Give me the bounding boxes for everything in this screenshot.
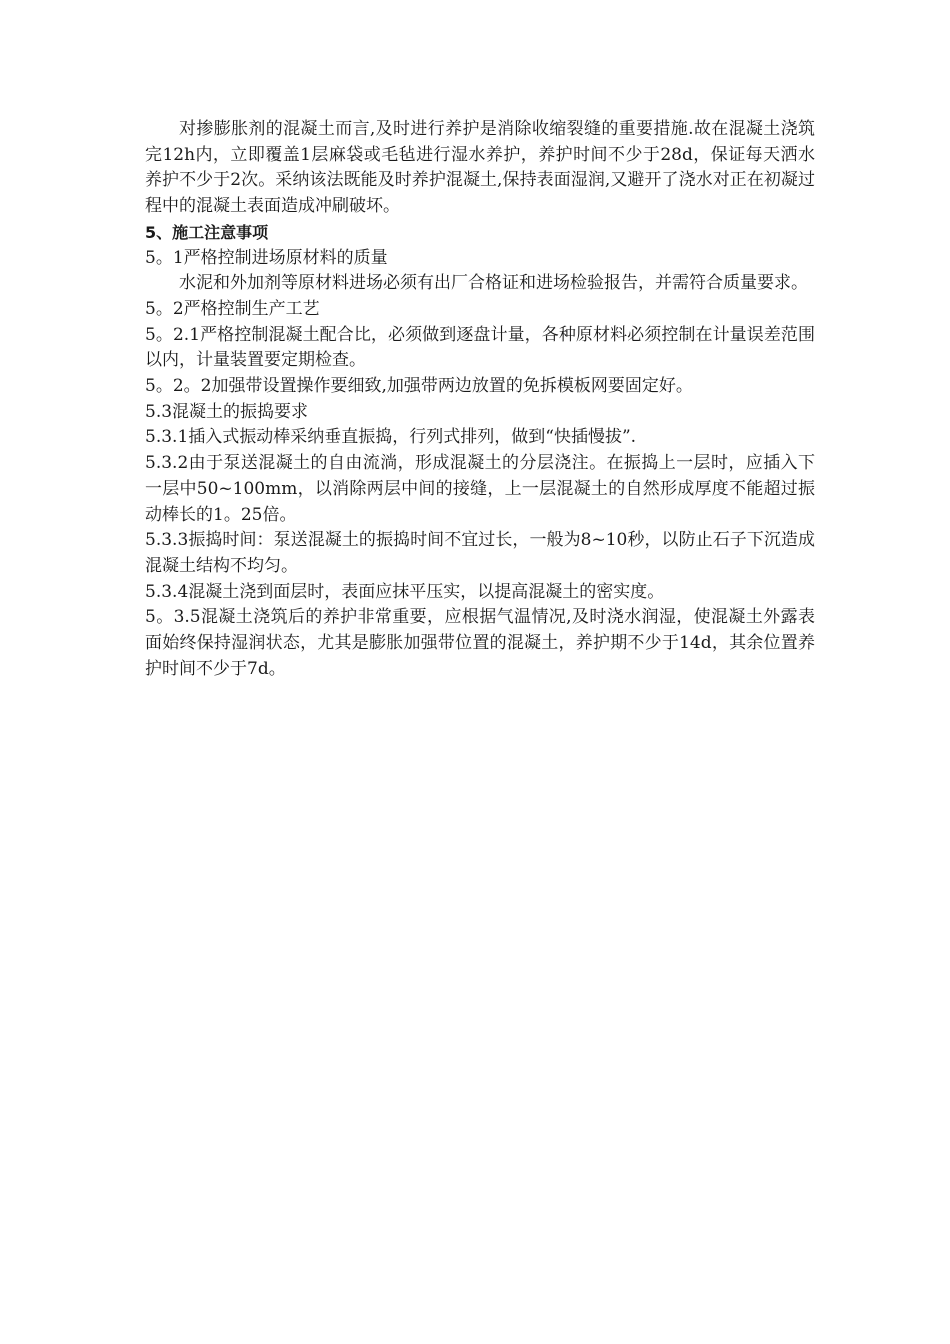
subsection-5-1-title: 5。1严格控制进场原材料的质量 xyxy=(145,247,388,268)
item-5-3-5: 5。3.5混凝土浇筑后的养护非常重要，应根据气温情况,及时浇水润湿，使混凝土外露表面始终保持湿润状态，尤其是膨胀加强带位置的混凝土，养护期不少于14d，其余位置养护时间不少于7d。 xyxy=(145,607,815,679)
item-5-3-4: 5.3.4混凝土浇到面层时，表面应抹平压实，以提高混凝土的密实度。 xyxy=(145,581,665,602)
item-5-3-2: 5.3.2由于泵送混凝土的自由流淌，形成混凝土的分层浇注。在振捣上一层时，应插入下一层中50~100mm，以消除两层中间的接缝，上一层混凝土的自然形成厚度不能超过振动棒长的1。25倍。 xyxy=(145,453,815,525)
document-page xyxy=(145,117,815,682)
intro-paragraph: 对掺膨胀剂的混凝土而言,及时进行养护是消除收缩裂缝的重要措施.故在混凝土浇筑完12h内，立即覆盖1层麻袋或毛毡进行湿水养护，养护时间不少于28d，保证每天洒水养护不少于2次。采纳该法既能及时养护混凝土,保持表面湿润,又避开了浇水对正在初凝过程中的混凝土表面造成冲刷破坏。 xyxy=(145,119,815,217)
item-5-2-2: 5。2。2加强带设置操作要细致,加强带两边放置的免拆模板网要固定好。 xyxy=(145,376,693,397)
item-5-3-3: 5.3.3振捣时间：泵送混凝土的振捣时间不宜过长，一般为8~10秒，以防止石子下沉造成混凝土结构不均匀。 xyxy=(145,530,815,576)
subsection-5-2-title: 5。2严格控制生产工艺 xyxy=(145,298,320,319)
subsection-5-3-title: 5.3混凝土的振捣要求 xyxy=(145,401,309,422)
subsection-5-1-body: 水泥和外加剂等原材料进场必须有出厂合格证和进场检验报告，并需符合质量要求。 xyxy=(179,273,808,294)
section-heading: 5、施工注意事项 xyxy=(145,222,269,242)
item-5-2-1: 5。2.1严格控制混凝土配合比，必须做到逐盘计量，各种原材料必须控制在计量误差范围以内，计量装置要定期检查。 xyxy=(145,324,815,371)
item-5-3-1: 5.3.1插入式振动棒采纳垂直振捣，行列式排列，做到“快插慢拔”. xyxy=(145,427,637,448)
